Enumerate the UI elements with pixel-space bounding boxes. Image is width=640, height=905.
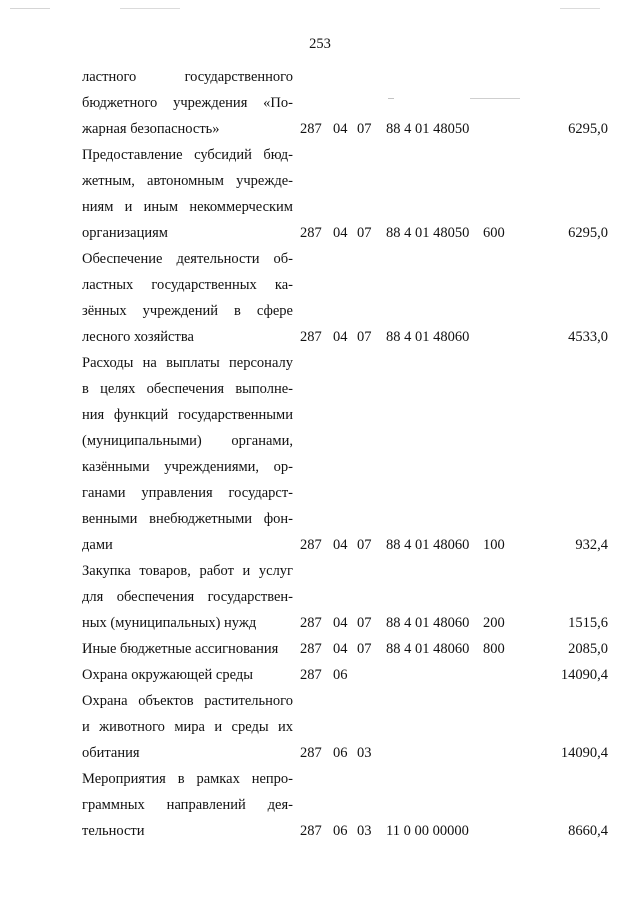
row-amount: 14090,4: [560, 745, 608, 761]
description-line: ниям и иным некоммерческим: [82, 199, 293, 215]
description-line: Предоставление субсидий бюд-: [82, 147, 293, 163]
admin-code: 287: [300, 641, 322, 657]
subsection-code: 03: [357, 823, 372, 839]
scan-speck: [560, 8, 600, 9]
table-row: [82, 688, 608, 766]
budget-table: [82, 64, 608, 844]
description-line: тельности: [82, 823, 145, 839]
admin-code: 287: [300, 615, 322, 631]
table-row: [82, 64, 608, 142]
row-amount: 4533,0: [568, 329, 608, 345]
subsection-code: 07: [357, 225, 372, 241]
description-line: бюджетного учреждения «По-: [82, 95, 293, 111]
expense-kind-code: 200: [483, 615, 505, 631]
table-row: [82, 766, 608, 844]
row-amount: 14090,4: [560, 667, 608, 683]
target-code: 88 4 01 48050: [386, 225, 470, 241]
description-line: Охрана окружающей среды: [82, 667, 253, 683]
description-line: (муниципальными) органами,: [82, 433, 293, 449]
target-code: 88 4 01 48060: [386, 641, 470, 657]
subsection-code: 07: [357, 615, 372, 631]
row-description: [82, 766, 293, 844]
page-number: 253: [309, 36, 331, 52]
subsection-code: 07: [357, 641, 372, 657]
row-description: [82, 142, 293, 246]
description-line: ластного государственного: [82, 69, 293, 85]
admin-code: 287: [300, 745, 322, 761]
table-row: [82, 558, 608, 636]
target-code: 88 4 01 48060: [386, 537, 470, 553]
description-line: жарная безопасность»: [82, 121, 220, 137]
admin-code: 287: [300, 537, 322, 553]
description-line: казёнными учреждениями, ор-: [82, 459, 293, 475]
row-description: [82, 64, 293, 142]
section-code: 04: [333, 537, 348, 553]
target-code: 88 4 01 48060: [386, 615, 470, 631]
description-line: венными внебюджетными фон-: [82, 511, 293, 527]
description-line: Охрана объектов растительного: [82, 693, 293, 709]
row-description: [82, 688, 293, 766]
description-line: зённых учреждений в сфере: [82, 303, 293, 319]
table-row: [82, 246, 608, 350]
section-code: 04: [333, 615, 348, 631]
row-amount: 8660,4: [568, 823, 608, 839]
description-line: ластных государственных ка-: [82, 277, 293, 293]
target-code: 88 4 01 48050: [386, 121, 470, 137]
description-line: дами: [82, 537, 113, 553]
section-code: 04: [333, 329, 348, 345]
row-description: [82, 662, 293, 688]
row-description: [82, 246, 293, 350]
scan-speck: [388, 98, 394, 99]
description-line: Расходы на выплаты персоналу: [82, 355, 293, 371]
table-row: [82, 662, 608, 688]
description-line: жетным, автономным учрежде-: [82, 173, 293, 189]
description-line: ных (муниципальных) нужд: [82, 615, 257, 631]
table-row: [82, 350, 608, 558]
subsection-code: 07: [357, 537, 372, 553]
expense-kind-code: 800: [483, 641, 505, 657]
section-code: 06: [333, 667, 348, 683]
description-line: и животного мира и среды их: [82, 719, 293, 735]
row-description: [82, 350, 293, 558]
section-code: 06: [333, 745, 348, 761]
description-line: в целях обеспечения выполне-: [82, 381, 293, 397]
subsection-code: 07: [357, 121, 372, 137]
section-code: 06: [333, 823, 348, 839]
description-line: ния функций государственными: [82, 407, 293, 423]
table-row: [82, 142, 608, 246]
expense-kind-code: 600: [483, 225, 505, 241]
description-line: Обеспечение деятельности об-: [82, 251, 293, 267]
section-code: 04: [333, 641, 348, 657]
row-amount: 932,4: [575, 537, 608, 553]
description-line: обитания: [82, 745, 140, 761]
row-amount: 6295,0: [568, 121, 608, 137]
admin-code: 287: [300, 121, 322, 137]
subsection-code: 07: [357, 329, 372, 345]
table-row: [82, 636, 608, 662]
row-description: [82, 636, 293, 662]
description-line: ганами управления государст-: [82, 485, 293, 501]
description-line: Иные бюджетные ассигнования: [82, 641, 279, 657]
expense-kind-code: 100: [483, 537, 505, 553]
section-code: 04: [333, 121, 348, 137]
scan-speck: [470, 98, 520, 99]
description-line: Мероприятия в рамках непро-: [82, 771, 293, 787]
admin-code: 287: [300, 667, 322, 683]
description-line: для обеспечения государствен-: [82, 589, 293, 605]
target-code: 88 4 01 48060: [386, 329, 470, 345]
admin-code: 287: [300, 225, 322, 241]
subsection-code: 03: [357, 745, 372, 761]
section-code: 04: [333, 225, 348, 241]
description-line: лесного хозяйства: [82, 329, 194, 345]
row-amount: 6295,0: [568, 225, 608, 241]
row-description: [82, 558, 293, 636]
target-code: 11 0 00 00000: [386, 823, 469, 839]
scan-speck: [120, 8, 180, 9]
description-line: организациям: [82, 225, 168, 241]
admin-code: 287: [300, 329, 322, 345]
description-line: Закупка товаров, работ и услуг: [82, 563, 293, 579]
description-line: граммных направлений дея-: [82, 797, 293, 813]
row-amount: 1515,6: [568, 615, 608, 631]
row-amount: 2085,0: [568, 641, 608, 657]
admin-code: 287: [300, 823, 322, 839]
scan-speck: [10, 8, 50, 9]
